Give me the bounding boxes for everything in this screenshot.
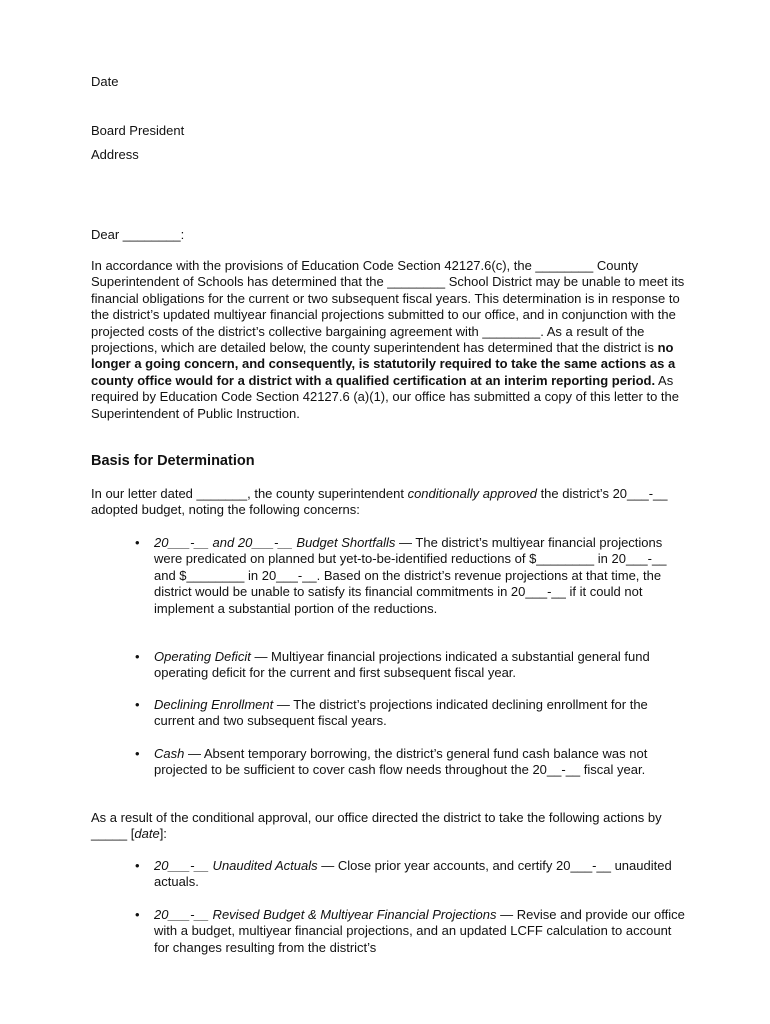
- list-item-text: — Absent temporary borrowing, the district’s general fund cash balance was not projected to be sufficient to cover cash flow needs throughout the 20__-__ fiscal year.: [154, 746, 648, 778]
- list-item-title: 20___-__ Revised Budget & Multiyear Financial Projections: [154, 907, 497, 922]
- actions-text-2: ]:: [159, 826, 167, 842]
- list-item-text: — Revise and provide our office with a budget, multiyear financial projections, and an updated LCFF calculation to account for changes resulting from the district’s: [154, 907, 685, 955]
- basis-text-1: In our letter dated _______, the county superintendent: [91, 486, 408, 501]
- basis-paragraph: [91, 486, 687, 519]
- board-president-line: Board President: [91, 123, 185, 138]
- list-item-title: Cash: [154, 746, 185, 761]
- bullet-icon: •: [135, 858, 140, 873]
- bullet-icon: •: [135, 746, 140, 761]
- basis-text-2: the district’s 20___-__ adopted budget, noting the following concerns:: [91, 486, 668, 518]
- list-item-text: — The district’s projections indicated declining enrollment for the current and two subsequent fiscal years.: [154, 697, 648, 729]
- bullet-icon: •: [135, 535, 140, 550]
- list-item-title: Declining Enrollment: [154, 697, 274, 712]
- list-item: [135, 649, 685, 682]
- intro-bold-text: no longer a going concern, and consequently, is statutorily required to take the same actions as a county office would for a district with a qualified certification at an interim reporting period.: [91, 340, 676, 388]
- actions-paragraph: [91, 810, 687, 843]
- address-line: Address: [91, 147, 139, 162]
- basis-italic-text: conditionally approved: [407, 486, 537, 501]
- list-item: [135, 858, 685, 891]
- list-item-text: — Close prior year accounts, and certify 20___-__ unaudited actuals.: [154, 858, 672, 890]
- intro-paragraph: [91, 258, 687, 422]
- salutation: Dear ________:: [91, 227, 185, 242]
- list-item-title: 20___-__ Unaudited Actuals: [154, 858, 318, 873]
- list-item-title: Operating Deficit: [154, 649, 251, 664]
- list-item-title: 20___-__ and 20___-__ Budget Shortfalls: [154, 535, 396, 550]
- bullet-icon: •: [135, 907, 140, 922]
- list-item: [135, 535, 685, 617]
- actions-italic-text: date: [134, 826, 160, 842]
- actions-text-1: As a result of the conditional approval, our office directed the district to take the following actions by _____ [: [91, 810, 662, 842]
- date-line: Date: [91, 74, 119, 89]
- section-heading-basis: Basis for Determination: [91, 453, 255, 469]
- list-item: [135, 746, 685, 779]
- list-item: [135, 907, 685, 956]
- intro-text-2: As required by Education Code Section 42127.6 (a)(1), our office has submitted a copy of this letter to the Superintendent of Public Instruction.: [91, 372, 679, 421]
- list-item-text: — Multiyear financial projections indicated a substantial general fund operating deficit for the current and first subsequent fiscal year.: [154, 649, 650, 681]
- bullet-icon: •: [135, 649, 140, 664]
- list-item: [135, 697, 685, 730]
- intro-text-1: In accordance with the provisions of Education Code Section 42127.6(c), the ________ County Superintendent of Schools has determined that the ________ School District may be unable to meet its financial obligations for the current or two subsequent fiscal years. This determination is in response to the district’s updated multiyear financial projections submitted to our office, and in conjunction with the projected costs of the district’s collective bargaining agreement with ________. As a result of the projections, which are detailed below, the county superintendent has determined that the district is: [91, 258, 685, 356]
- bullet-icon: •: [135, 697, 140, 712]
- list-item-text: — The district’s multiyear financial projections were predicated on planned but yet-to-be-identified reductions of $________ in 20___-__ and $________ in 20___-__. Based on the district’s revenue projections at that time, the district would be unable to satisfy its financial commitments in 20___-__ if it could not implement a substantial portion of the reductions.: [154, 535, 667, 616]
